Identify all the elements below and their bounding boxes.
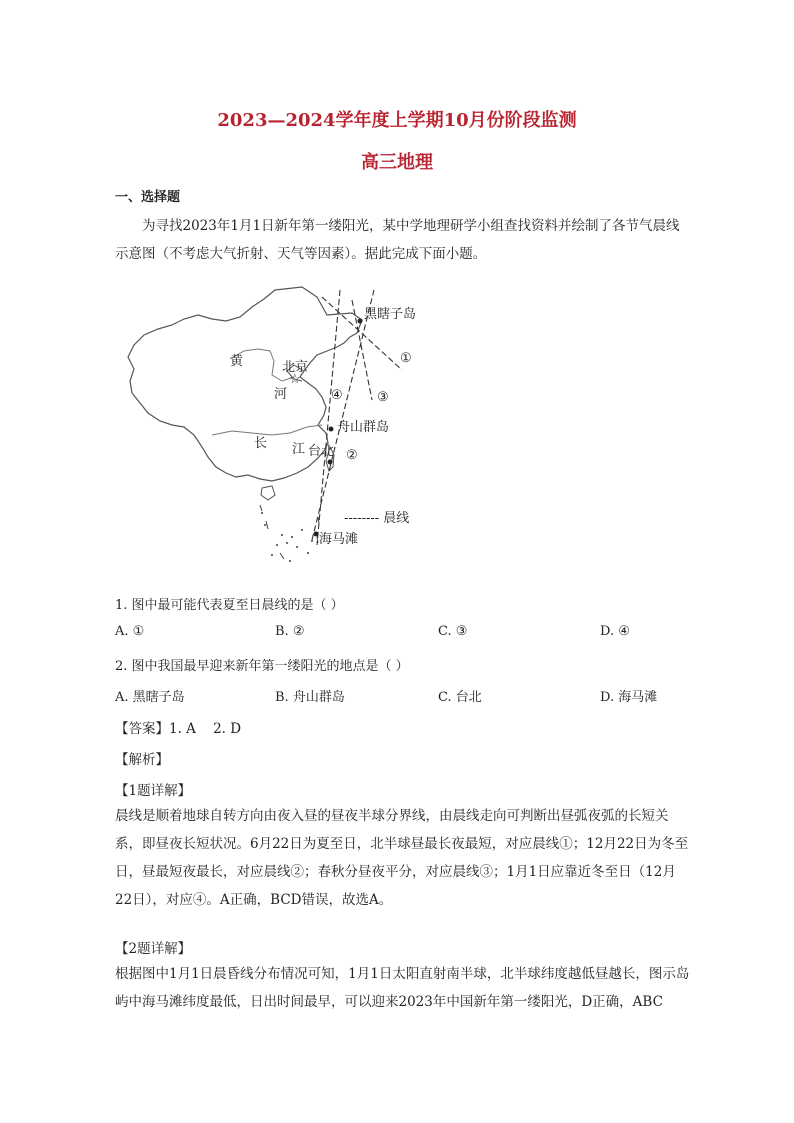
detail-1-text: 晨线是顺着地球自转方向由夜入昼的昼夜半球分界线，由晨线走向可判断出昼弧夜弧的长短关系，即昼夜长短状况。6月22日为夏至日，北半球昼最长夜最短，对应晨线①；12月22日为冬至日，昼最短夜最长，对应晨线②；春秋分昼夜平分，对应晨线③；1月1日应靠近冬至日（12月22日），对应④。A正确，BCD错误，故选A。 bbox=[115, 808, 689, 908]
legend-dawn-line: -------- 晨线 bbox=[344, 511, 410, 526]
answer-line bbox=[115, 717, 241, 737]
q1-option-b: B. ② bbox=[275, 624, 305, 639]
answer-text: 1. A 2. D bbox=[169, 721, 242, 737]
hainan-island bbox=[261, 486, 275, 500]
zhoushan-point bbox=[329, 427, 334, 432]
china-dawn-line-map bbox=[112, 285, 422, 575]
question-1-stem: 1. 图中最可能代表夏至日晨线的是（ ） bbox=[115, 598, 344, 613]
answer-label: 【答案】 bbox=[115, 721, 169, 737]
yangtze-river bbox=[212, 425, 322, 435]
q1-option-d: D. ④ bbox=[600, 624, 630, 639]
subject-title: 高三地理 bbox=[361, 152, 433, 173]
heixiazi-point bbox=[358, 319, 363, 324]
label-jiang: 江 bbox=[292, 442, 306, 457]
q2-option-b: B. 舟山群岛 bbox=[275, 690, 345, 705]
taipei-point bbox=[328, 460, 333, 465]
marker-4: ④ bbox=[331, 388, 343, 403]
exam-title: 2023—2024学年度上学期10月份阶段监测 bbox=[217, 110, 577, 131]
label-he: 河 bbox=[274, 387, 288, 402]
q2-option-d: D. 海马滩 bbox=[600, 690, 658, 705]
question-intro: 为寻找2023年1月1日新年第一缕阳光，某中学地理研学小组查找资料并绘制了各节气晨线示意图（不考虑大气折射、天气等因素）。据此完成下面小题。 bbox=[115, 218, 680, 262]
question-2-stem: 2. 图中我国最早迎来新年第一缕阳光的地点是（ ） bbox=[115, 659, 409, 674]
beijing-star-icon: ☆ bbox=[289, 372, 301, 387]
section-heading: 一、选择题 bbox=[115, 190, 181, 205]
detail-2-label: 【2题详解】 bbox=[115, 941, 192, 957]
label-haimatan: 海马滩 bbox=[319, 532, 359, 547]
label-beijing: 北京 bbox=[282, 360, 309, 375]
label-heixiazi: 黑瞎子岛 bbox=[364, 307, 417, 322]
dawn-line-4 bbox=[317, 290, 340, 545]
q2-option-a: A. 黑瞎子岛 bbox=[115, 690, 185, 705]
marker-1: ① bbox=[400, 351, 412, 366]
label-huang: 黄 bbox=[230, 354, 244, 369]
haimatan-point bbox=[314, 532, 319, 537]
nine-dash-line bbox=[260, 505, 319, 559]
q1-option-c: C. ③ bbox=[438, 624, 468, 639]
label-chang: 长 bbox=[254, 436, 268, 451]
analysis-label: 【解析】 bbox=[115, 752, 169, 768]
q1-option-a: A. ① bbox=[115, 624, 145, 639]
label-zhoushan: 舟山群岛 bbox=[337, 420, 390, 435]
detail-2-text: 根据图中1月1日晨昏线分布情况可知，1月1日太阳直射南半球，北半球纬度越低昼越长，图示岛屿中海马滩纬度最低，日出时间最早，可以迎来2023年中国新年第一缕阳光，D正确，ABC bbox=[115, 966, 690, 1010]
south-sea-islands bbox=[261, 512, 313, 562]
label-taipei: 台北 bbox=[308, 444, 335, 459]
detail-1-label: 【1题详解】 bbox=[115, 783, 192, 799]
dawn-line-2 bbox=[312, 290, 374, 540]
q2-option-c: C. 台北 bbox=[438, 690, 482, 705]
marker-3: ③ bbox=[377, 390, 389, 405]
marker-2: ② bbox=[346, 448, 358, 463]
